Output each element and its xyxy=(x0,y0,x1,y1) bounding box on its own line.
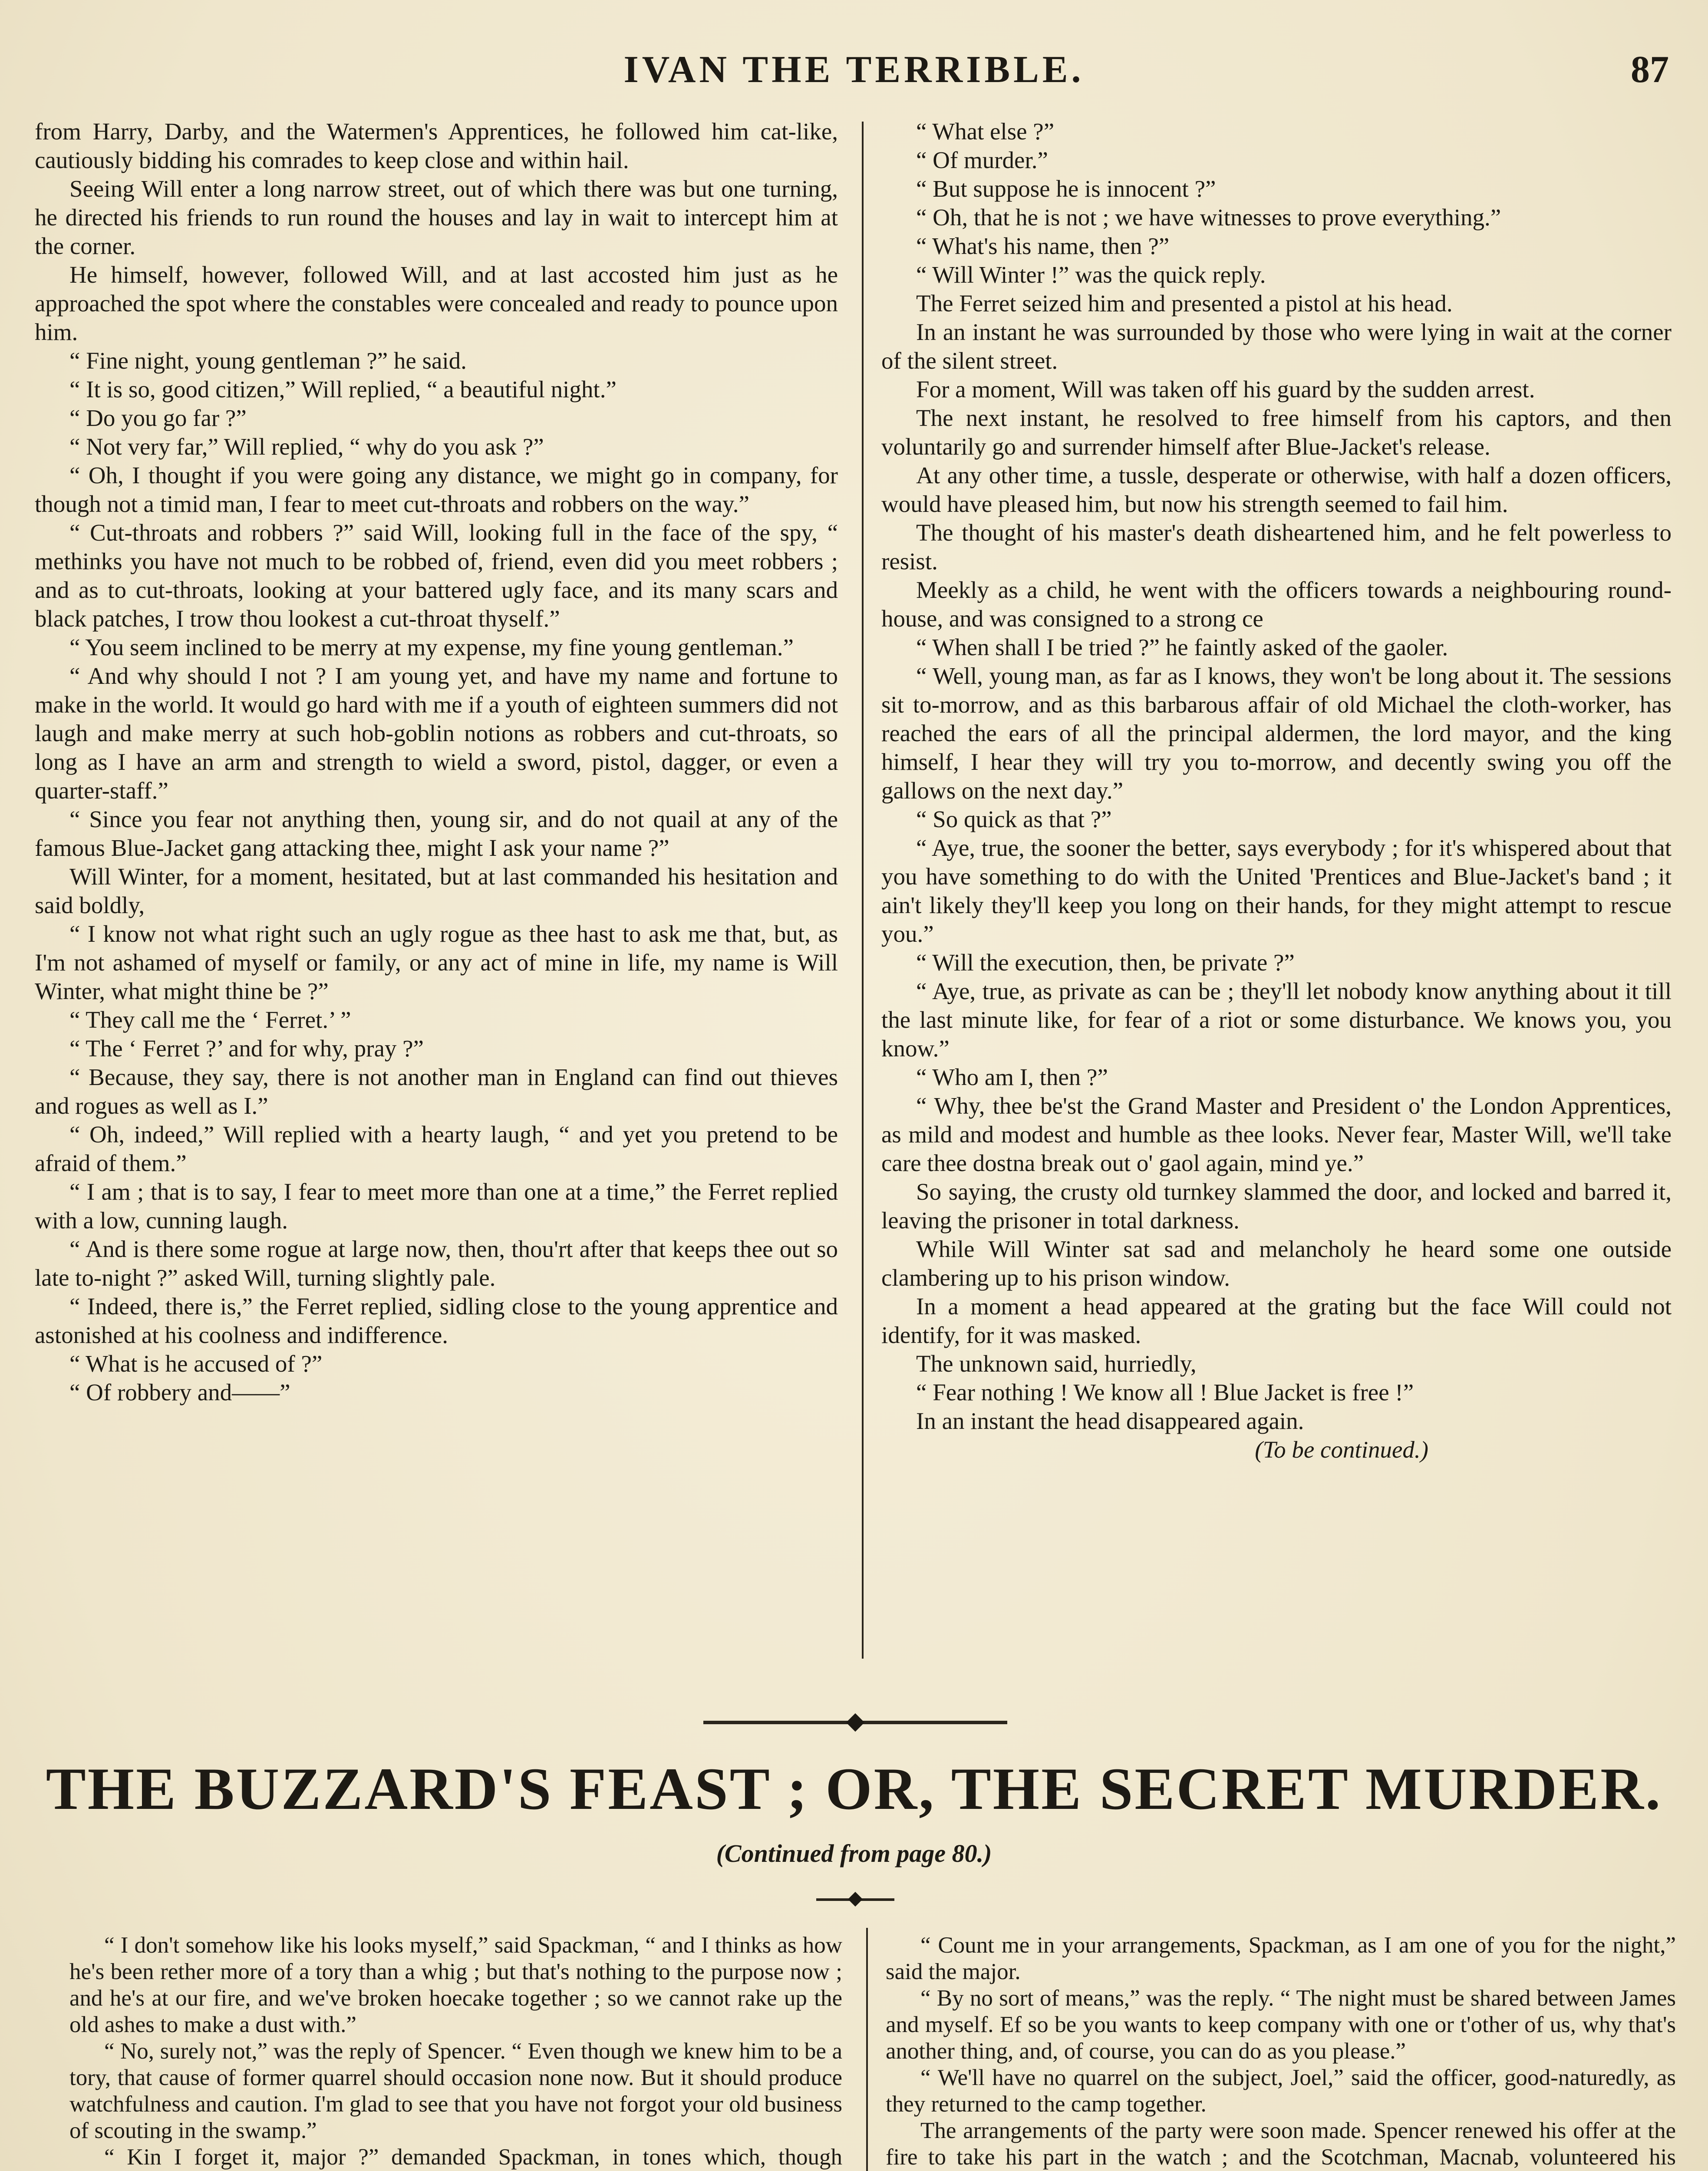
paragraph: “ Cut-throats and robbers ?” said Will, looking full in the face of the spy, “ methinks you have not much to be robbed of, friend, even did you meet robbers ; and as to cut-throats, looking at your battered ugly face, and its many scars and black patches, I trow thou lookest a cut-throat thyself.” xyxy=(35,519,838,632)
paragraph: “ Will the execution, then, be private ?” xyxy=(916,949,1295,976)
paragraph: The arrangements of the party were soon made. Spencer renewed his offer at the fire to take his part in the watch ; and the Scotchman, Macnab, volunteered his xyxy=(886,2118,1676,2170)
paragraph: “ Aye, true, the sooner the better, says everybody ; for it's whispered about that you have something to do with the United 'Prentices and Blue-Jacket's band ; it ain't likely they'll keep you long on their hands, for they might attempt to rescue you.” xyxy=(881,835,1672,947)
paragraph: The Ferret seized him and presented a pistol at his head. xyxy=(916,290,1453,317)
paragraph: While Will Winter sat sad and melancholy he heard some one outside clambering up to his prison window. xyxy=(881,1236,1672,1291)
paragraph: In an instant the head disappeared again. xyxy=(916,1408,1304,1434)
paragraph: from Harry, Darby, and the Watermen's Apprentices, he followed him cat-like, cautiously bidding his comrades to keep close and within hail. xyxy=(35,118,838,173)
article1-column-left xyxy=(35,117,838,1689)
paragraph: “ Kin I forget it, major ?” demanded Spackman, in tones which, though xyxy=(104,2145,842,2170)
divider-ornament xyxy=(848,1892,863,1907)
page-number: 87 xyxy=(1631,49,1669,91)
paragraph: So saying, the crusty old turnkey slammed the door, and locked and barred it, leaving the prisoner in total darkness. xyxy=(881,1178,1672,1234)
paragraph: “ I know not what right such an ugly rogue as thee hast to ask me that, but, as I'm not ashamed of myself or family, or any act of mine in life, my name is Will Winter, what might thine be ?” xyxy=(35,921,838,1004)
paragraph: The next instant, he resolved to free himself from his captors, and then voluntarily go and surrender himself after Blue-Jacket's release. xyxy=(881,405,1672,460)
paragraph: Meekly as a child, he went with the officers towards a neighbouring round-house, and was consigned to a strong ce xyxy=(881,577,1672,632)
paragraph: “ By no sort of means,” was the reply. “ The night must be shared between James and myself. Ef so be you wants to keep company with one or t'other of us, why that's another thing, and, of course, you can do as you please.” xyxy=(886,1986,1676,2064)
paragraph: “ They call me the ‘ Ferret.’ ” xyxy=(69,1006,351,1033)
paragraph: “ Of robbery and——” xyxy=(69,1379,290,1406)
paragraph: “ Oh, indeed,” Will replied with a hearty laugh, “ and yet you pretend to be afraid of them.” xyxy=(35,1121,838,1176)
paragraph: “ No, surely not,” was the reply of Spencer. “ Even though we knew him to be a tory, that cause of former quarrel should occasion none now. But it should produce watchfulness and caution. I'm glad to see that you have not forgot your old business of scouting in the swamp.” xyxy=(69,2039,842,2143)
paragraph: “ Count me in your arrangements, Spackman, as I am one of you for the night,” said the major. xyxy=(886,1933,1676,1984)
paragraph: “ Who am I, then ?” xyxy=(916,1064,1108,1090)
divider-ornament xyxy=(846,1713,864,1732)
article1-column-right xyxy=(881,117,1672,1676)
to-be-continued: (To be continued.) xyxy=(1255,1436,1428,1463)
column-rule xyxy=(862,122,864,1659)
column-rule xyxy=(866,1928,868,2171)
paragraph: The unknown said, hurriedly, xyxy=(916,1350,1197,1377)
story-subtitle: (Continued from page 80.) xyxy=(716,1839,992,1867)
paragraph: “ Do you go far ?” xyxy=(69,405,247,431)
paragraph: “ Indeed, there is,” the Ferret replied, sidling close to the young apprentice and astonished at his coolness and indifference. xyxy=(35,1293,838,1348)
page-title: IVAN THE TERRIBLE. xyxy=(623,49,1085,91)
article2-column-right xyxy=(886,1932,1676,2171)
paragraph: “ Oh, that he is not ; we have witnesses to prove everything.” xyxy=(916,204,1501,231)
paragraph: At any other time, a tussle, desperate or otherwise, with half a dozen officers, would have pleased him, but now his strength seemed to fail him. xyxy=(881,462,1672,517)
paragraph: “ We'll have no quarrel on the subject, Joel,” said the officer, good-naturedly, as they returned to the camp together. xyxy=(886,2065,1676,2117)
paragraph: “ And why should I not ? I am young yet, and have my name and fortune to make in the world. It would go hard with me if a youth of eighteen summers did not laugh and make merry at such hob-goblin notions as robbers and cut-throats, so long as I have an arm and strength to wield a sword, pistol, dagger, or even a quarter-staff.” xyxy=(35,663,838,804)
paragraph: The thought of his master's death disheartened him, and he felt powerless to resist. xyxy=(881,519,1672,574)
paragraph: “ Oh, I thought if you were going any distance, we might go in company, for though not a timid man, I fear to meet cut-throats and robbers on the way.” xyxy=(35,462,838,517)
paragraph: “ Since you fear not anything then, young sir, and do not quail at any of the famous Blue-Jacket gang attacking thee, might I ask your name ?” xyxy=(35,806,838,861)
paragraph: In a moment a head appeared at the grating but the face Will could not identify, for it was masked. xyxy=(881,1293,1672,1348)
paragraph: Seeing Will enter a long narrow street, out of which there was but one turning, he directed his friends to run round the houses and lay in wait to intercept him at the corner. xyxy=(35,175,838,259)
paragraph: “ Aye, true, as private as can be ; they'll let nobody know anything about it till the last minute like, for fear of a riot or some disturbance. We knows you, you know.” xyxy=(881,978,1672,1062)
paragraph: In an instant he was surrounded by those who were lying in wait at the corner of the silent street. xyxy=(881,319,1672,374)
paragraph: Will Winter, for a moment, hesitated, but at last commanded his hesitation and said boldly, xyxy=(35,863,838,918)
paragraph: “ You seem inclined to be merry at my expense, my fine young gentleman.” xyxy=(69,634,794,660)
paragraph: “ And is there some rogue at large now, then, thou'rt after that keeps thee out so late to-night ?” asked Will, turning slightly pale. xyxy=(35,1236,838,1291)
paragraph: “ Not very far,” Will replied, “ why do you ask ?” xyxy=(69,433,544,460)
paragraph: “ I don't somehow like his looks myself,” said Spackman, “ and I thinks as how he's been rether more of a tory than a whig ; but that's nothing to the purpose now ; and he's at our fire, and we've broken hoecake together ; so we cannot rake up the old ashes to make a dust with.” xyxy=(69,1933,842,2037)
paragraph: He himself, however, followed Will, and at last accosted him just as he approached the spot where the constables were concealed and ready to pounce upon him. xyxy=(35,261,838,345)
paragraph: “ It is so, good citizen,” Will replied, “ a beautiful night.” xyxy=(69,376,617,403)
paragraph: For a moment, Will was taken off his guard by the sudden arrest. xyxy=(916,376,1535,403)
paragraph: “ The ‘ Ferret ?’ and for why, pray ?” xyxy=(69,1035,424,1062)
paragraph: “ When shall I be tried ?” he faintly asked of the gaoler. xyxy=(916,634,1448,660)
paragraph: “ What is he accused of ?” xyxy=(69,1350,323,1377)
running-head xyxy=(0,48,1708,100)
story-title: THE BUZZARD'S FEAST ; OR, THE SECRET MURDER. xyxy=(46,1755,1662,1822)
paragraph: “ I am ; that is to say, I fear to meet more than one at a time,” the Ferret replied with a low, cunning laugh. xyxy=(35,1178,838,1234)
paragraph: “ But suppose he is innocent ?” xyxy=(916,175,1216,202)
article2-column-left xyxy=(69,1932,842,2171)
paragraph: “ Will Winter !” was the quick reply. xyxy=(916,261,1266,288)
paragraph: “ Because, they say, there is not another man in England can find out thieves and rogues as well as I.” xyxy=(35,1064,838,1119)
paragraph: “ Well, young man, as far as I knows, they won't be long about it. The sessions sit to-morrow, and as this barbarous affair of old Michael the cloth-worker, has reached the ears of all the principal aldermen, the lord mayor, and the king himself, I hear they will try you to-morrow, and decently swing you off the gallows on the next day.” xyxy=(881,663,1672,804)
paragraph: “ What's his name, then ?” xyxy=(916,233,1170,259)
paragraph: “ Fine night, young gentleman ?” he said. xyxy=(69,347,467,374)
paragraph: “ Of murder.” xyxy=(916,147,1048,173)
paragraph: “ Why, thee be'st the Grand Master and President o' the London Apprentices, as mild and modest and humble as thee looks. Never fear, Master Will, we'll take care thee dostna break out o' gaol again, mind ye.” xyxy=(881,1092,1672,1176)
paragraph: “ What else ?” xyxy=(916,118,1055,145)
paragraph: “ So quick as that ?” xyxy=(916,806,1112,832)
paragraph: “ Fear nothing ! We know all ! Blue Jacket is free !” xyxy=(916,1379,1414,1406)
